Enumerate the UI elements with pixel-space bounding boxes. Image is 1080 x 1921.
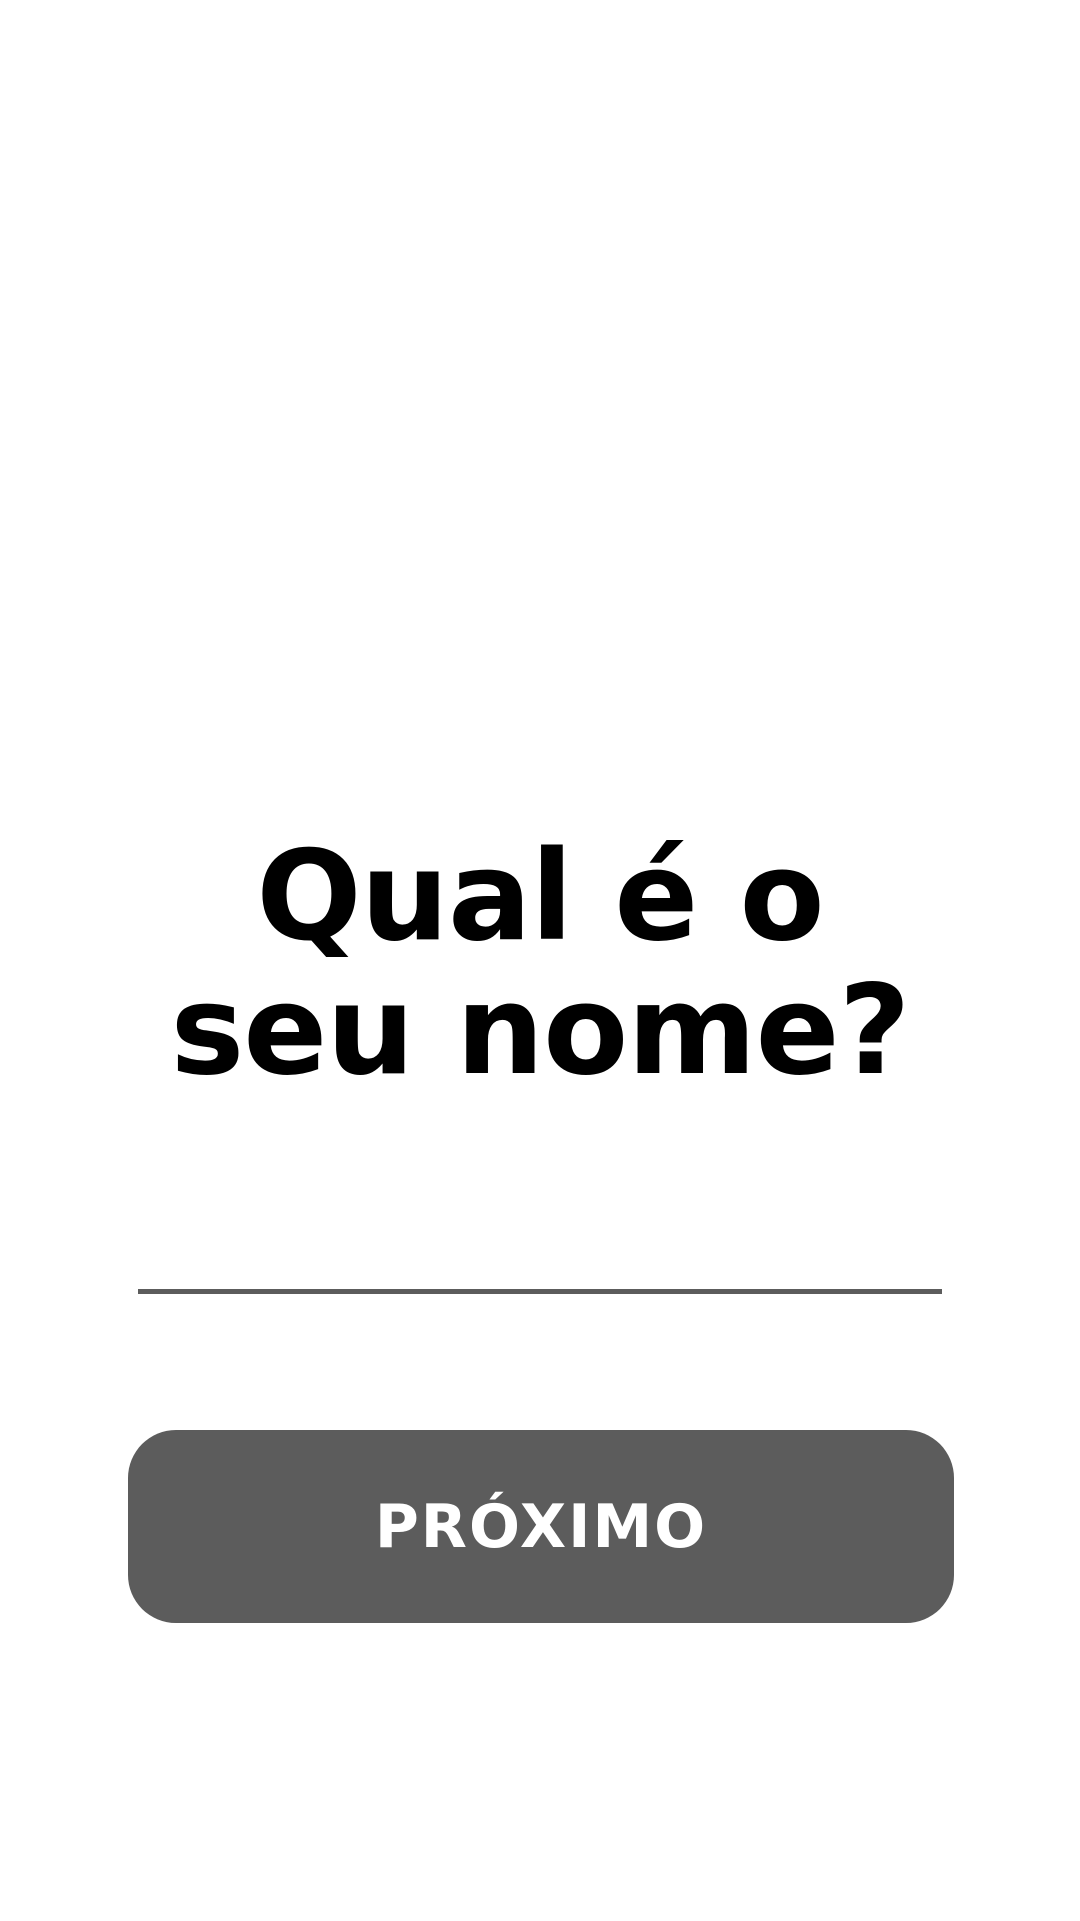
question-line-1: Qual é o <box>256 825 824 969</box>
name-input[interactable] <box>138 1198 942 1294</box>
question-line-2: seu nome? <box>170 959 910 1103</box>
question-title <box>0 825 1080 1103</box>
next-button[interactable]: PRÓXIMO <box>128 1430 954 1623</box>
